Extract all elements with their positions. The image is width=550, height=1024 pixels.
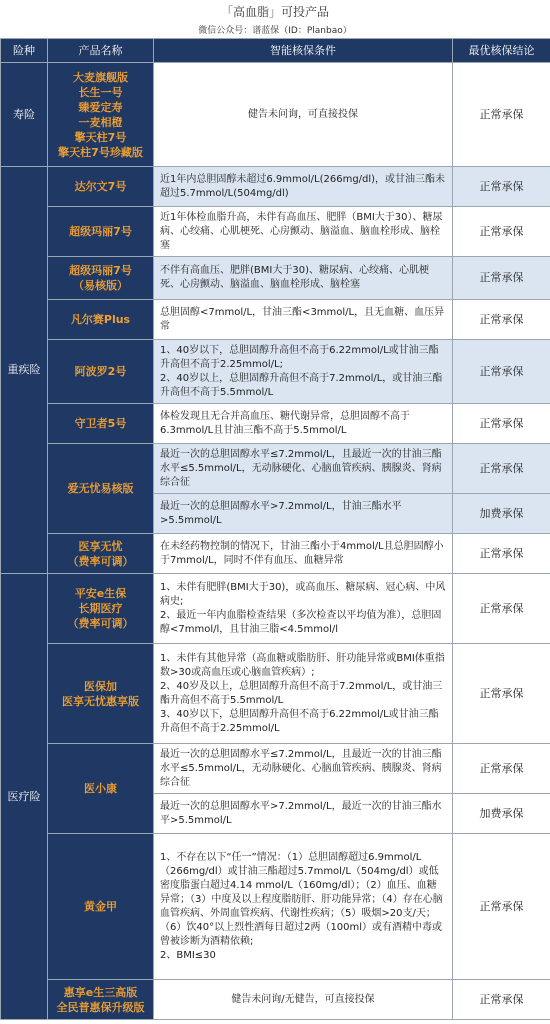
product-table (0, 38, 550, 1020)
underwriting-result-cell: 正常承保 (453, 257, 550, 300)
product-name-line: （费率可调） (67, 617, 134, 630)
condition-line: 在未经药物控制的情况下，甘油三酯小于4mmol/L且总胆固醇小于7mmol/L，同时不伴有血压、血糖异常 (160, 540, 444, 566)
condition-line: 近1年内总胆固醇未超过6.9mmol/L(266mg/dl)，或甘油三酯未超过5.7mmol/L(504mg/dl) (160, 173, 446, 199)
table-row (1, 744, 550, 794)
underwriting-result-cell: 正常承保 (453, 534, 550, 574)
underwriting-condition-cell (154, 167, 453, 207)
condition-line: 2、40岁及以上，总胆固醇升高但不高于7.2mmol/L，或甘油三酯升高但不高于5.5mmol/L (160, 680, 443, 706)
underwriting-result-cell: 正常承保 (453, 980, 550, 1020)
underwriting-condition-cell (154, 644, 453, 744)
product-name-line: （费率可调） (67, 554, 134, 568)
table-row (1, 980, 550, 1020)
product-name-cell (48, 167, 154, 207)
underwriting-result-cell: 正常承保 (453, 644, 550, 744)
condition-line: 健告未问询/无健告，可直接投保 (231, 993, 375, 1005)
underwriting-result-cell: 正常承保 (453, 744, 550, 794)
table-row (1, 340, 550, 404)
product-name-line: 一麦相橙 (78, 115, 123, 129)
table-header (1, 39, 550, 63)
page-subtitle: 微信公众号：谱蓝保（ID：Planbao） (198, 26, 352, 36)
underwriting-condition-cell (154, 444, 453, 494)
condition-line: 最近一次的总胆固醇水平≤7.2mmol/L，且最近一次的甘油三酯水平≤5.5mmol/L，无动脉硬化、心脑血管疾病、胰腺炎、肾病综合征 (160, 448, 442, 488)
table-row (1, 257, 550, 300)
product-name-line: 臻爱定寿 (78, 100, 123, 114)
product-name-line: 医享无忧 (78, 539, 123, 553)
underwriting-result-cell: 加费承保 (453, 794, 550, 834)
underwriting-result-cell: 正常承保 (453, 300, 550, 340)
underwriting-condition-cell (154, 744, 453, 794)
product-name-cell (48, 574, 154, 644)
product-name-cell (48, 834, 154, 980)
product-name-line: 医享无忧惠享版 (62, 694, 139, 708)
page-title: 「高血脂」可投产品 (220, 5, 329, 19)
table-row (1, 404, 550, 444)
table-row (1, 834, 550, 980)
product-name-line: 超级玛丽7号 (69, 225, 132, 238)
product-name-line: 守卫者5号 (74, 417, 127, 430)
condition-line: 不伴有高血压、肥胖(BMI大于30)、糖尿病、心绞痛、心肌梗死、心房颤动、脑溢血、脑血栓形成、脑栓塞 (160, 265, 429, 290)
table-row (1, 63, 550, 167)
underwriting-condition-cell (154, 794, 453, 834)
product-name-cell (48, 444, 154, 534)
condition-line: 总胆固醇<7mmol/L，甘油三酯<3mmol/L，且无血糖、血压异常 (160, 306, 445, 332)
condition-line: 1、未伴有肥胖(BMI大于30)，或高血压、糖尿病、冠心病、中风病史; (160, 581, 446, 607)
product-name-line: 大麦旗舰版 (73, 70, 128, 84)
underwriting-condition-cell (154, 404, 453, 444)
underwriting-condition-cell (154, 340, 453, 404)
header-cell: 险种 (1, 39, 48, 63)
underwriting-result-cell: 正常承保 (453, 63, 550, 167)
underwriting-result-cell: 正常承保 (453, 574, 550, 644)
product-name-line: 超级玛丽7号 (69, 264, 132, 277)
product-name-cell (48, 63, 154, 167)
table-row (1, 167, 550, 207)
product-name-line: 长生一号 (78, 85, 123, 99)
table-row (1, 444, 550, 494)
underwriting-condition-cell (154, 300, 453, 340)
table-row (1, 300, 550, 340)
product-name-cell (48, 340, 154, 404)
product-name-cell (48, 257, 154, 300)
condition-line: 最近一次的总胆固醇水平≤7.2mmol/L，且最近一次的甘油三酯水平≤5.5mmol/L，无动脉硬化、心脑血管疾病、胰腺炎、肾病综合征 (160, 748, 442, 788)
condition-line: 2、最近一年内血脂检查结果（多次检查以平均值为准），总胆固醇<7mmol/l，且甘油三脂<4.5mmol/l (160, 609, 442, 635)
header-cell: 最优核保结论 (453, 39, 550, 63)
product-name-line: 凡尔赛Plus (70, 313, 131, 326)
underwriting-result-cell: 正常承保 (453, 167, 550, 207)
insurance-type-cell: 寿险 (1, 63, 48, 167)
condition-line: 1、不存在以下“任一”情况：（1）总胆固醇超过6.9mmol/L（266mg/dl）或甘油三酯超过5.7mmol/L（504mg/dl）或低密度脂蛋白超过4.14 mmol/L（160mg/dl）；（2）血压、血糖异常；（3）中度及以上程度脂肪肝、肝功能异常；（4）存在心脑血管疾病、外周血管疾病、代谢性疾病；（5）吸烟>20支/天；（6）饮40°以上烈性酒每日超过2两（100ml）或有酒精中毒或曾被诊断为酒精依赖; (160, 851, 443, 947)
product-name-line: 阿波罗2号 (74, 365, 127, 378)
underwriting-result-cell: 正常承保 (453, 834, 550, 980)
product-name-line: 黄金甲 (84, 900, 117, 913)
underwriting-result-cell: 正常承保 (453, 207, 550, 257)
condition-line: 近1年体检血脂升高，未伴有高血压、肥胖（BMI大于30）、糖尿病、心绞痛、心肌梗死、心房颤动、脑溢血、脑血栓形成、脑栓塞 (160, 211, 443, 251)
condition-line: 体检发现且无合并高血压、糖代谢异常，总胆固醇不高于6.3mmol/L且甘油三酯不高于5.5mmol/L (160, 410, 410, 436)
product-name-line: （易核版） (73, 279, 128, 292)
insurance-type-cell: 医疗险 (1, 574, 48, 1020)
product-name-line: 爱无忧易核版 (67, 482, 134, 495)
condition-line: 3、40岁以下，总胆固醇升高但不高于6.22mmol/L或甘油三酯升高但不高于2.25mmol/L (160, 708, 439, 734)
insurance-type-cell: 重疾险 (1, 167, 48, 574)
product-name-line: 擎天柱7号珍藏版 (58, 145, 143, 159)
condition-line: 2、BMI≤30 (160, 949, 216, 961)
table-row (1, 574, 550, 644)
underwriting-condition-cell (154, 257, 453, 300)
product-name-line: 惠享e生三高版 (63, 985, 138, 999)
underwriting-result-cell: 加费承保 (453, 494, 550, 534)
underwriting-condition-cell (154, 207, 453, 257)
condition-line: 2、40岁以上，总胆固醇升高但不高于7.2mmol/L，或甘油三酯升高但不高于5.5mmol/L (160, 372, 443, 398)
underwriting-result-cell: 正常承保 (453, 340, 550, 404)
table-row (1, 644, 550, 744)
table-body (1, 63, 550, 1020)
product-name-cell (48, 980, 154, 1020)
condition-line: 1、40岁以下，总胆固醇升高但不高于6.22mmol/L或甘油三酯升高但不高于2.25mmol/L; (160, 344, 439, 370)
underwriting-condition-cell (154, 494, 453, 534)
product-name-cell (48, 744, 154, 834)
product-name-line: 擎天柱7号 (74, 130, 127, 144)
table-row (1, 207, 550, 257)
underwriting-condition-cell (154, 63, 453, 167)
product-name-cell (48, 404, 154, 444)
header-cell: 智能核保条件 (154, 39, 453, 63)
underwriting-condition-cell (154, 834, 453, 980)
product-name-cell (48, 207, 154, 257)
product-name-cell (48, 300, 154, 340)
table-row (1, 534, 550, 574)
underwriting-result-cell: 正常承保 (453, 444, 550, 494)
product-name-cell (48, 534, 154, 574)
product-name-line: 达尔文7号 (74, 180, 127, 193)
underwriting-condition-cell (154, 534, 453, 574)
condition-line: 最近一次的总胆固醇水平>7.2mmol/L，最近一次的甘油三酯水平>5.5mmol/L (160, 800, 442, 826)
product-name-line: 平安e生保 (74, 587, 127, 600)
header-cell: 产品名称 (48, 39, 154, 63)
condition-line: 1、未伴有其他异常（高血糖或脂肪肝、肝功能异常或BMI体重指数>30或高血压或心脑血管疾病）; (160, 652, 445, 678)
condition-line: 健告未问询，可直接投保 (248, 108, 358, 120)
product-name-line: 全民普惠保升级版 (56, 1000, 145, 1014)
product-name-cell (48, 644, 154, 744)
condition-line: 最近一次的总胆固醇水平>7.2mmol/L，甘油三酯水平>5.5mmol/L (160, 500, 402, 526)
underwriting-condition-cell (154, 574, 453, 644)
product-name-line: 医保加 (84, 679, 117, 693)
product-name-line: 医小康 (84, 782, 117, 795)
underwriting-result-cell: 正常承保 (453, 404, 550, 444)
product-name-line: 长期医疗 (78, 602, 123, 615)
underwriting-condition-cell (154, 980, 453, 1020)
